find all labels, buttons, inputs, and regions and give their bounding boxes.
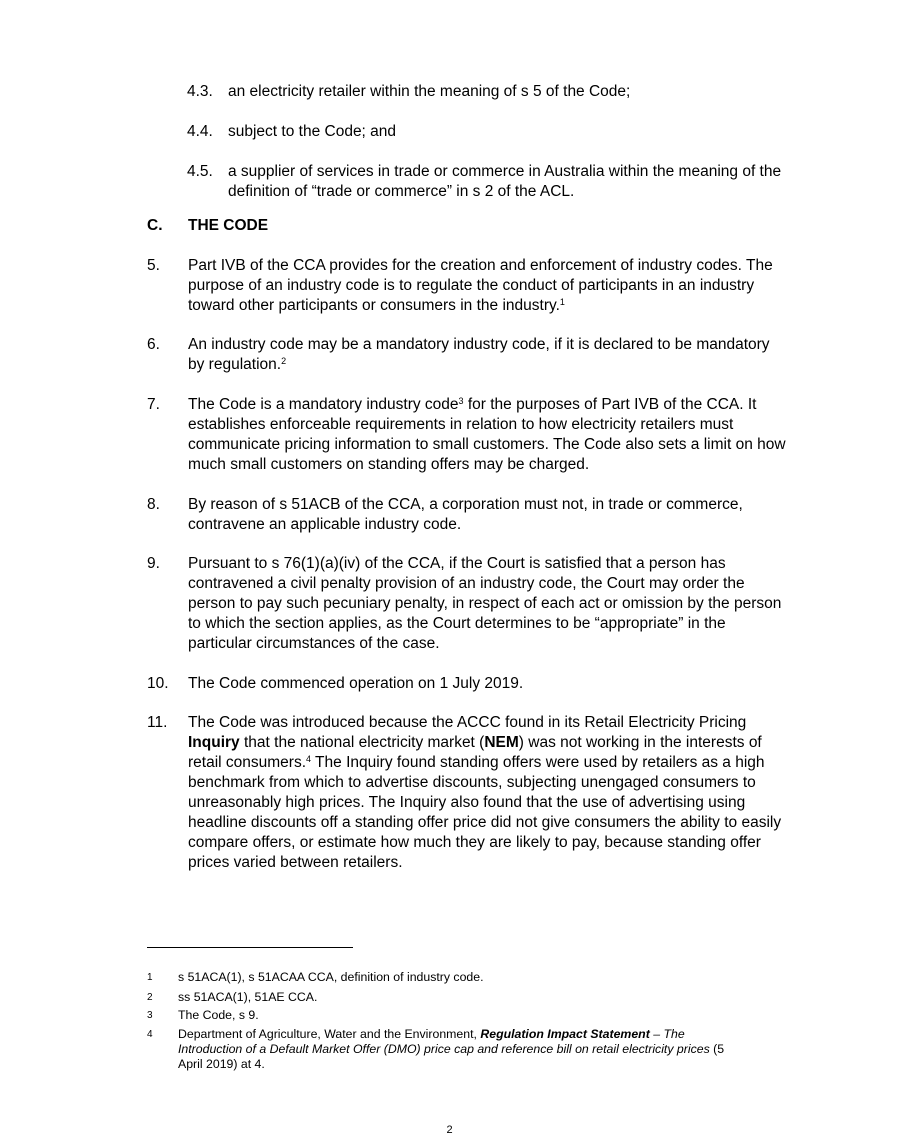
text-line: particular circumstances of the case. (188, 635, 440, 652)
paragraph-number: 6. (147, 336, 160, 353)
text-line: ) was not working in the interests of (518, 734, 762, 751)
text-line: by regulation. (188, 356, 282, 373)
footnote-text: ss 51ACA(1), 51AE CCA. (178, 990, 318, 1004)
text-line: definition of “trade or commerce” in s 2 of the ACL. (228, 183, 575, 200)
footnote-text: s 51ACA(1), s 51ACAA CCA, definition of industry code. (178, 970, 484, 984)
paragraph-number: 9. (147, 555, 160, 572)
text-line: that the national electricity market ( (239, 734, 485, 751)
text-line: purpose of an industry code is to regulate the conduct of participants in an industry (188, 277, 755, 294)
footnote-reference[interactable]: 1 (559, 297, 565, 307)
text-line: April 2019) at 4. (178, 1057, 265, 1071)
text-line: compare offers, or estimate how much they are likely to pay, because standing offer (188, 834, 761, 851)
paragraph-number: 5. (147, 257, 160, 274)
text-line: prices varied between retailers. (188, 854, 403, 871)
text-line: communicate pricing information to small customers. The Code also sets a limit on how (188, 436, 786, 453)
text-line: benchmark from which to advertise discounts, subjecting unengaged consumers to (188, 774, 756, 791)
text-line: contravene an applicable industry code. (188, 516, 462, 533)
paragraph-text (188, 395, 808, 475)
defined-term: Inquiry (188, 734, 240, 751)
paragraph-number: 7. (147, 396, 160, 413)
text-line: contravened a civil penalty provision of an industry code, the Court may order the (188, 575, 745, 592)
footnote-number: 2 (147, 992, 153, 1003)
text-line: person to pay such pecuniary penalty, in respect of each act or omission by the person (188, 595, 782, 612)
paragraph-text (228, 162, 808, 202)
paragraph-number: 8. (147, 496, 160, 513)
text-line: Pursuant to s 76(1)(a)(iv) of the CCA, if the Court is satisfied that a person has (188, 555, 726, 572)
paragraph-text (188, 713, 808, 873)
page-number: 2 (446, 1124, 453, 1136)
document-title: Introduction of a Default Market Offer (DMO) price cap and reference bill on retail electricity prices (178, 1042, 710, 1056)
section-letter: C. (147, 217, 163, 234)
footnote-separator (147, 947, 353, 948)
defined-term: NEM (484, 734, 519, 751)
footnote-text (178, 1027, 778, 1072)
footnote-reference[interactable]: 2 (281, 356, 287, 366)
document-title: – The (649, 1027, 685, 1041)
footnote-number: 1 (147, 972, 153, 983)
text-line: toward other participants or consumers in the industry. (188, 297, 560, 314)
text-line: headline discounts off a standing offer price did not give consumers the ability to easily (188, 814, 782, 831)
footnote-reference[interactable]: 4 (306, 754, 312, 764)
paragraph-text (188, 495, 808, 535)
text-line: establishes enforceable requirements in relation to how electricity retailers must (188, 416, 734, 433)
text-line: By reason of s 51ACB of the CCA, a corporation must not, in trade or commerce, (188, 496, 743, 513)
text-line: The Inquiry found standing offers were used by retailers as a high (311, 754, 765, 771)
text-line: much small customers on standing offers may be charged. (188, 456, 590, 473)
text-line: The Code is a mandatory industry code (188, 396, 459, 413)
paragraph-text (188, 335, 808, 375)
section-title: THE CODE (188, 217, 269, 234)
paragraph-number: 11. (147, 714, 168, 731)
paragraph-number: 10. (147, 675, 169, 692)
paragraph-text: an electricity retailer within the meaning of s 5 of the Code; (228, 83, 631, 100)
paragraph-text: subject to the Code; and (228, 123, 397, 140)
text-line: unreasonably high prices. The Inquiry also found that the use of advertising using (188, 794, 746, 811)
footnote-number: 3 (147, 1010, 153, 1021)
document-title: Regulation Impact Statement (480, 1027, 650, 1041)
text-line: for the purposes of Part IVB of the CCA. It (463, 396, 757, 413)
text-line: An industry code may be a mandatory industry code, if it is declared to be mandatory (188, 336, 770, 353)
paragraph-number: 4.3. (187, 83, 213, 100)
text-line: (5 (709, 1042, 725, 1056)
text-line: to which the section applies, as the Court determines to be “appropriate” in the (188, 615, 726, 632)
paragraph-text: The Code commenced operation on 1 July 2019. (188, 675, 524, 692)
footnote-text: The Code, s 9. (178, 1008, 259, 1022)
footnote-number: 4 (147, 1029, 153, 1040)
text-line: Department of Agriculture, Water and the Environment, (178, 1027, 481, 1041)
text-line: The Code was introduced because the ACCC found in its Retail Electricity Pricing (188, 714, 747, 731)
text-line: retail consumers. (188, 754, 307, 771)
paragraph-text (188, 554, 808, 654)
paragraph-text (188, 256, 808, 316)
text-line: a supplier of services in trade or commerce in Australia within the meaning of the (228, 163, 782, 180)
footnote-reference[interactable]: 3 (458, 396, 464, 406)
paragraph-number: 4.5. (187, 163, 213, 180)
paragraph-number: 4.4. (187, 123, 213, 140)
text-line: Part IVB of the CCA provides for the creation and enforcement of industry codes. The (188, 257, 773, 274)
